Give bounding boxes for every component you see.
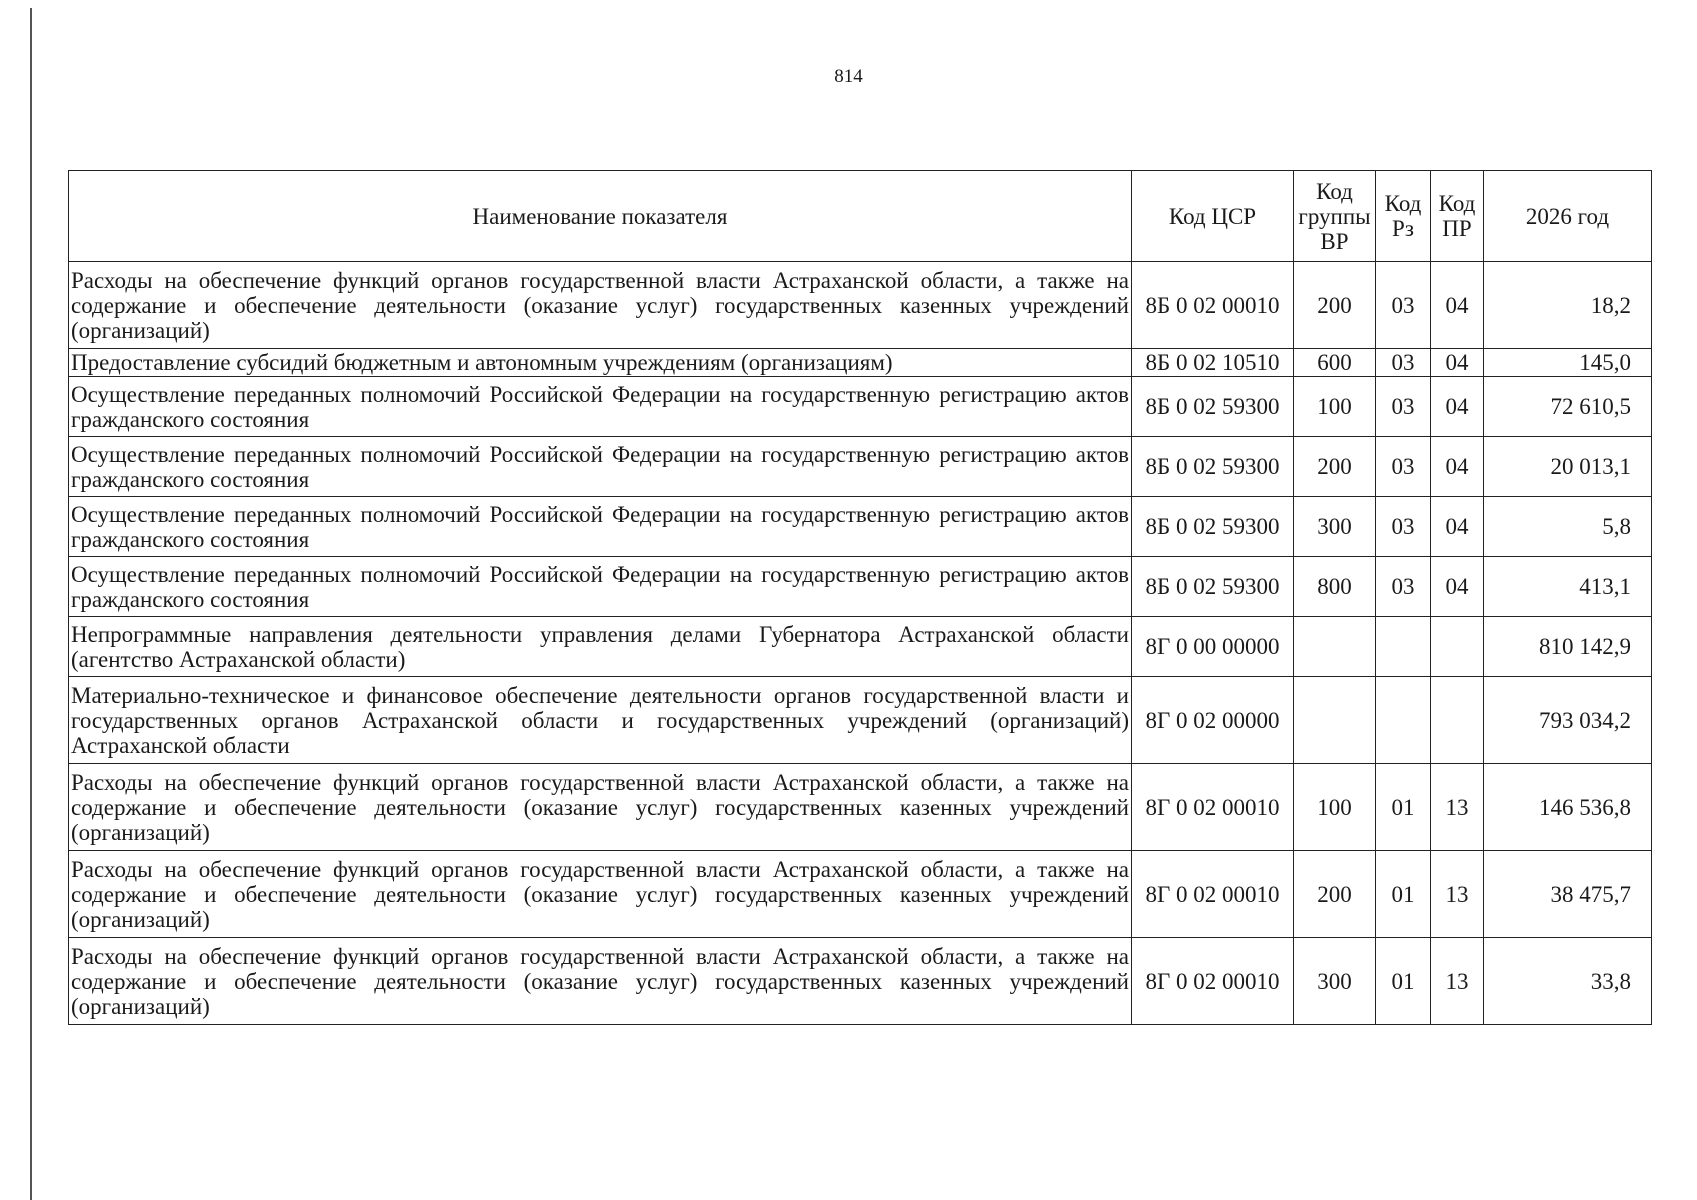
row-vr: 200 xyxy=(1294,437,1376,497)
row-csr: 8Г 0 02 00010 xyxy=(1132,938,1294,1025)
row-vr: 300 xyxy=(1294,497,1376,557)
row-amount: 793 034,2 xyxy=(1484,677,1652,764)
row-amount: 72 610,5 xyxy=(1484,377,1652,437)
row-rz: 03 xyxy=(1376,497,1431,557)
row-pr: 04 xyxy=(1431,497,1484,557)
row-vr xyxy=(1294,677,1376,764)
header-csr: Код ЦСР xyxy=(1132,171,1294,262)
row-amount: 810 142,9 xyxy=(1484,617,1652,677)
table-row xyxy=(69,349,1652,377)
row-pr: 13 xyxy=(1431,851,1484,938)
expenditure-table-container xyxy=(68,170,1651,1025)
row-csr: 8Г 0 02 00000 xyxy=(1132,677,1294,764)
table-row xyxy=(69,764,1652,851)
row-amount: 33,8 xyxy=(1484,938,1652,1025)
table-row xyxy=(69,497,1652,557)
row-rz: 03 xyxy=(1376,349,1431,377)
row-name: Осуществление переданных полномочий Российской Федерации на государственную регистрацию актов гражданского состояния xyxy=(69,497,1132,557)
row-pr: 04 xyxy=(1431,437,1484,497)
row-name: Расходы на обеспечение функций органов государственной власти Астраханской области, а также на содержание и обеспечение деятельности (оказание услуг) государственных казенных учреждений (организаций) xyxy=(69,851,1132,938)
row-rz: 01 xyxy=(1376,764,1431,851)
row-pr: 13 xyxy=(1431,938,1484,1025)
header-name: Наименование показателя xyxy=(69,171,1132,262)
header-pr: Код ПР xyxy=(1431,171,1484,262)
table-row xyxy=(69,851,1652,938)
table-row xyxy=(69,262,1652,349)
row-name: Осуществление переданных полномочий Российской Федерации на государственную регистрацию актов гражданского состояния xyxy=(69,557,1132,617)
table-row xyxy=(69,377,1652,437)
row-vr: 200 xyxy=(1294,262,1376,349)
row-pr: 13 xyxy=(1431,764,1484,851)
row-rz: 03 xyxy=(1376,437,1431,497)
row-amount: 38 475,7 xyxy=(1484,851,1652,938)
row-csr: 8Б 0 02 59300 xyxy=(1132,557,1294,617)
row-vr: 600 xyxy=(1294,349,1376,377)
scan-margin-line xyxy=(30,8,32,1200)
table-row xyxy=(69,557,1652,617)
row-name: Непрограммные направления деятельности управления делами Губернатора Астраханской области (агентство Астраханской области) xyxy=(69,617,1132,677)
row-vr: 200 xyxy=(1294,851,1376,938)
row-amount: 413,1 xyxy=(1484,557,1652,617)
row-amount: 20 013,1 xyxy=(1484,437,1652,497)
row-amount: 18,2 xyxy=(1484,262,1652,349)
table-row xyxy=(69,437,1652,497)
row-csr: 8Б 0 02 59300 xyxy=(1132,377,1294,437)
row-rz: 03 xyxy=(1376,377,1431,437)
row-rz: 01 xyxy=(1376,851,1431,938)
table-row xyxy=(69,617,1652,677)
header-vr: Код группы ВР xyxy=(1294,171,1376,262)
row-csr: 8Б 0 02 59300 xyxy=(1132,437,1294,497)
row-amount: 5,8 xyxy=(1484,497,1652,557)
expenditure-table xyxy=(68,170,1652,1025)
row-vr: 100 xyxy=(1294,764,1376,851)
row-csr: 8Б 0 02 59300 xyxy=(1132,497,1294,557)
row-pr xyxy=(1431,677,1484,764)
row-pr: 04 xyxy=(1431,262,1484,349)
row-vr: 300 xyxy=(1294,938,1376,1025)
row-rz: 03 xyxy=(1376,557,1431,617)
row-name: Расходы на обеспечение функций органов государственной власти Астраханской области, а также на содержание и обеспечение деятельности (оказание услуг) государственных казенных учреждений (организаций) xyxy=(69,262,1132,349)
header-rz: Код Рз xyxy=(1376,171,1431,262)
row-csr: 8Г 0 02 00010 xyxy=(1132,764,1294,851)
row-pr xyxy=(1431,617,1484,677)
row-csr: 8Г 0 00 00000 xyxy=(1132,617,1294,677)
row-csr: 8Б 0 02 00010 xyxy=(1132,262,1294,349)
row-name: Осуществление переданных полномочий Российской Федерации на государственную регистрацию актов гражданского состояния xyxy=(69,377,1132,437)
table-header-row xyxy=(69,171,1652,262)
row-name: Предоставление субсидий бюджетным и автономным учреждениям (организациям) xyxy=(69,349,1132,377)
row-rz xyxy=(1376,617,1431,677)
header-year: 2026 год xyxy=(1484,171,1652,262)
row-name: Материально-техническое и финансовое обеспечение деятельности органов государственной власти и государственных органов Астраханской области и государственных учреждений (организаций) Астраханской области xyxy=(69,677,1132,764)
row-csr: 8Б 0 02 10510 xyxy=(1132,349,1294,377)
row-pr: 04 xyxy=(1431,377,1484,437)
row-vr: 800 xyxy=(1294,557,1376,617)
row-rz xyxy=(1376,677,1431,764)
table-row xyxy=(69,938,1652,1025)
page-number: 814 xyxy=(834,66,863,87)
row-name: Расходы на обеспечение функций органов государственной власти Астраханской области, а также на содержание и обеспечение деятельности (оказание услуг) государственных казенных учреждений (организаций) xyxy=(69,764,1132,851)
row-csr: 8Г 0 02 00010 xyxy=(1132,851,1294,938)
row-vr: 100 xyxy=(1294,377,1376,437)
row-name: Осуществление переданных полномочий Российской Федерации на государственную регистрацию актов гражданского состояния xyxy=(69,437,1132,497)
table-row xyxy=(69,677,1652,764)
row-amount: 146 536,8 xyxy=(1484,764,1652,851)
row-rz: 03 xyxy=(1376,262,1431,349)
row-pr: 04 xyxy=(1431,557,1484,617)
row-rz: 01 xyxy=(1376,938,1431,1025)
row-vr xyxy=(1294,617,1376,677)
row-name: Расходы на обеспечение функций органов государственной власти Астраханской области, а также на содержание и обеспечение деятельности (оказание услуг) государственных казенных учреждений (организаций) xyxy=(69,938,1132,1025)
row-amount: 145,0 xyxy=(1484,349,1652,377)
row-pr: 04 xyxy=(1431,349,1484,377)
